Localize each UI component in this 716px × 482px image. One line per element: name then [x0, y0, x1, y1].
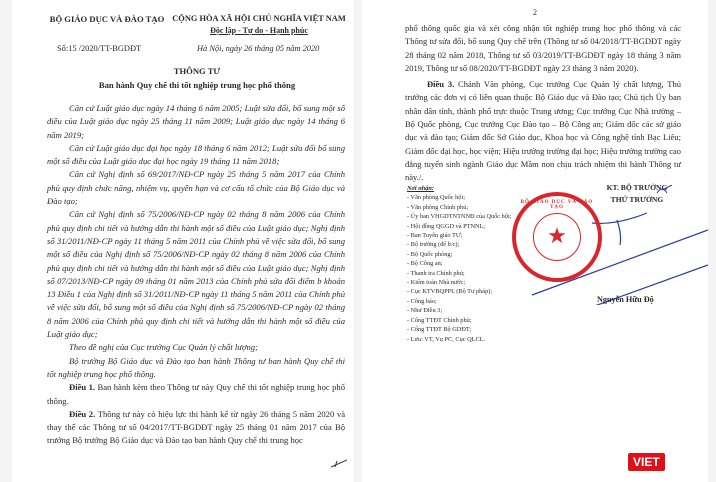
recipient-item: - Hội đồng QGGD và PTNNL;	[407, 222, 486, 230]
page-number: 2	[533, 8, 537, 17]
initials-icon	[331, 458, 347, 468]
vietnamnet-logo: VIET	[628, 453, 665, 471]
continuation: phổ thông quốc gia và xét công nhận tốt nghiệp trung học phổ thông và các Thông tư sửa đổi, bổ sung Quy chế trên (Thông tư số 04/2018/TT-BGDĐT ngày 28 tháng 02 năm 2018, Thông tư số 03/2019/TT-BGDĐT ngày 18 tháng 3 năm 2019, Thông tư số 08/2020/TT-BGDĐT ngày 23 tháng 3 năm 2020).	[405, 23, 681, 73]
official-seal-icon	[512, 192, 602, 282]
recipient-item: - Bộ Quốc phòng;	[407, 250, 453, 258]
document-type: THÔNG TƯ	[173, 66, 221, 76]
recipient-item: - Ban Tuyên giáo TƯ;	[407, 232, 463, 240]
recipient-item: - Bộ Công an;	[407, 260, 443, 268]
preamble-2: Căn cứ Luật giáo dục đại học ngày 18 tháng 6 năm 2012; Luật sửa đổi bổ sung một số điều của Luật giáo dục đại học ngày 19 tháng 11 năm 2018;	[47, 142, 345, 167]
signer-title-2: THỨ TRƯỞNG	[610, 195, 664, 204]
article-2-text: Thông tư này có hiệu lực thi hành kể từ ngày 26 tháng 5 năm 2020 và thay thế các Thông tư số 04/2017/TT-BGDĐT ngày 25 tháng 01 năm 2017 của Bộ trưởng Bộ trưởng Bộ Giáo dục và Đào tạo ban hành Quy chế thi trung học	[47, 408, 346, 446]
article-1-text: Ban hành kèm theo Thông tư này Quy chế thi tốt nghiệp trung học phổ thông.	[47, 382, 345, 406]
signer-title-1: KT. BỘ TRƯỞNG	[606, 183, 668, 192]
recipient-item: - Cổng TTĐT Bộ GDĐT;	[407, 326, 472, 334]
page-1	[12, 0, 354, 482]
recipient-item: - Văn phòng Chính phủ;	[407, 203, 469, 211]
body	[405, 22, 681, 185]
article-1-label: Điều 1.	[69, 382, 96, 393]
star-icon: ★	[533, 213, 581, 261]
document-title: Ban hành Quy chế thi tốt nghiệp trung học phổ thông	[98, 80, 296, 90]
document-number: Số:15 /2020/TT-BGDĐT	[57, 44, 142, 53]
recipients-title: Nơi nhận:	[407, 185, 435, 192]
article-3-label: Điều 3.	[427, 79, 455, 90]
recipient-item: - Cổng TTĐT Chính phủ;	[407, 316, 472, 324]
recipient-item: - Lưu: VT, Vụ PC, Cục QLCL.	[407, 335, 486, 343]
preamble-4: Căn cứ Nghị định số 75/2006/NĐ-CP ngày 02 tháng 8 năm 2006 của Chính phủ quy định chi tiết và hướng dẫn thi hành một số điều của Luật giáo dục; Nghị định số 31/2011/NĐ-CP ngày 11 tháng 5 năm 2011 của Chính phủ về việc sửa đổi, bổ sung một số điều của Nghị định số 75/2006/NĐ-CP ngày 02 tháng 8 năm 2006 của Chính phủ quy định chi tiết và hướng dẫn thi hành một số điều của Luật giáo dục; Nghị định số 07/2013/NĐ-CP ngày 09 tháng 01 năm 2013 của Chính phủ sửa đổi điểm b khoản 13 Điều 1 của Nghị định số 31/2011/NĐ-CP ngày 11 tháng 5 năm 2011 của Chính phủ về việc sửa đổi, bổ sung một số điều của Nghị định số 75/2006/NĐ-CP ngày 02 tháng 8 năm 2006 của Chính phủ quy định chi tiết và hướng dẫn thi hành một số điều của Luật giáo dục;	[47, 209, 345, 340]
article-3	[405, 78, 681, 184]
preamble-3: Căn cứ Nghị định số 69/2017/NĐ-CP ngày 25 tháng 5 năm 2017 của Chính phủ quy định chức năng, nhiệm vụ, quyền hạn và cơ cấu tổ chức của Bộ Giáo dục và Đào tạo;	[47, 169, 345, 207]
recipient-item: - Công báo;	[407, 297, 437, 305]
article-2	[47, 408, 345, 448]
recipient-item: - Ủy ban VHGDTNTNNĐ của Quốc hội;	[407, 213, 512, 221]
recipient-item: - Kiểm toán Nhà nước;	[407, 279, 466, 287]
article-1	[47, 381, 345, 408]
ministry-name: BỘ GIÁO DỤC VÀ ĐÀO TẠO	[49, 14, 165, 24]
body	[47, 102, 345, 448]
recipient-item: - Bộ trưởng (để b/c);	[407, 241, 460, 249]
place-date: Hà Nội, ngày 26 tháng 05 năm 2020	[197, 44, 320, 53]
motto: Độc lập - Tự do - Hạnh phúc	[210, 26, 308, 35]
recipient-item: - Thanh tra Chính phủ;	[407, 269, 465, 277]
preamble-5: Theo đề nghị của Cục trưởng Cục Quản lý chất lượng;	[69, 342, 258, 353]
signer-name: Nguyễn Hữu Độ	[597, 295, 654, 304]
recipient-item: - Như Điều 3;	[407, 307, 443, 315]
article-2-label: Điều 2.	[69, 408, 96, 419]
recipient-item: - Văn phòng Quốc hội;	[407, 194, 465, 202]
recipient-item: - Cục KTVBQPPL (Bộ Tư pháp);	[407, 288, 493, 296]
article-3-text: Chánh Văn phòng, Cục trưởng Cục Quản lý chất lượng, Thủ trưởng các đơn vị có liên quan thuộc Bộ Giáo dục và Đào tạo; Chủ tịch Ủy ban nhân dân tỉnh, thành phố trực thuộc Trung ương; Cục trưởng Cục Nhà trường – Bộ Quốc phòng, Cục trưởng Cục Đào tạo – Bộ Công an; Giám đốc các sở giáo dục và đào tạo; Giám đốc Sở Giáo dục, Khoa học và Công nghệ tỉnh Bạc Liêu; Giám đốc đại học, học viện; Hiệu trưởng trường đại học; Hiệu trưởng trường cao đẳng tuyển sinh ngành Giáo dục Mầm non chịu trách nhiệm thi hành Thông tư này./.	[405, 79, 682, 183]
preamble-1: Căn cứ Luật giáo dục ngày 14 tháng 6 năm 2005; Luật sửa đổi, bổ sung một số điều của Luật giáo dục ngày 25 tháng 11 năm 2009; Luật giáo dục ngày 14 tháng 6 năm 2019;	[47, 103, 345, 140]
republic-name: CỘNG HÒA XÃ HỘI CHỦ NGHĨA VIỆT NAM	[172, 14, 346, 23]
preamble-6: Bộ trưởng Bộ Giáo dục và Đào tạo ban hành Thông tư ban hành Quy chế thi tốt nghiệp trung học phổ thông.	[47, 355, 345, 379]
seal-text: BỘ GIÁO DỤC VÀ ĐÀO TẠO	[520, 200, 594, 210]
